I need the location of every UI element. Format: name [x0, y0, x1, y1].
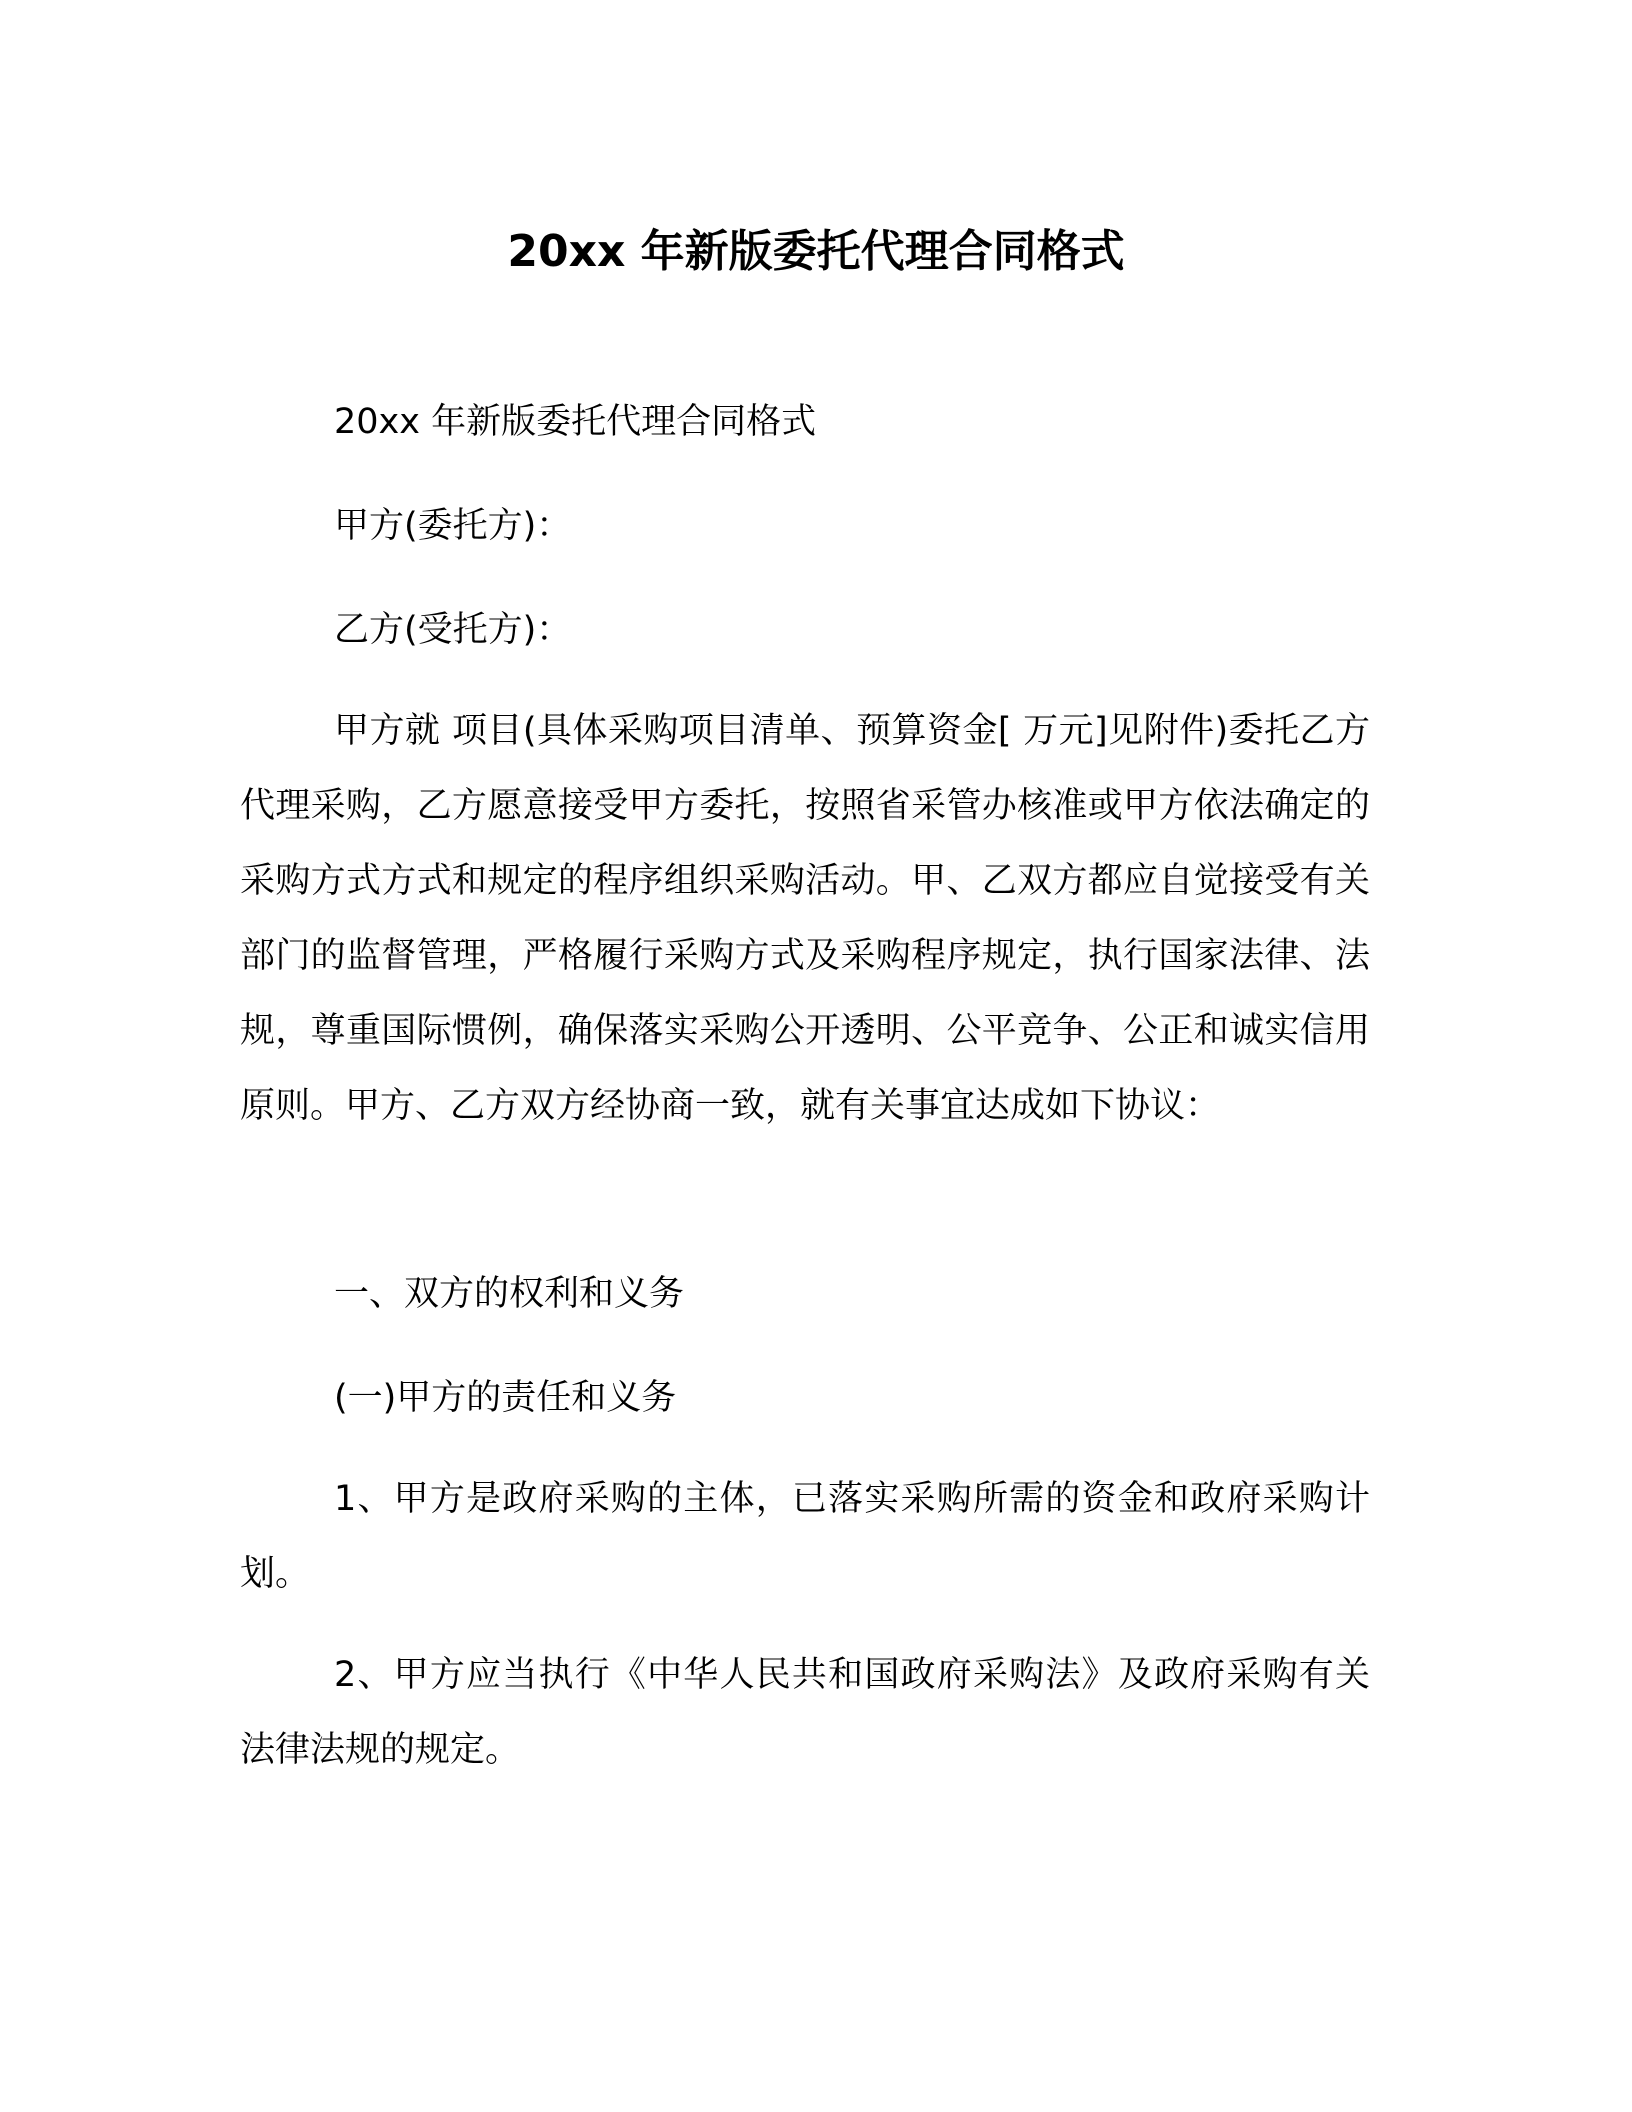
- party-a-line: 甲方(委托方)：: [334, 506, 572, 546]
- intro-paragraph: 甲方就 项目(具体采购项目清单、预算资金[ 万元]见附件)委托乙方代理采购，乙方愿意接受甲方委托，按照省采管办核准或甲方依法确定的采购方式方式和规定的程序组织采购活动。甲、乙双方都应自觉接受有关部门的监督管理，严格履行采购方式及采购程序规定，执行国家法律、法规，尊重国际惯例，确保落实采购公开透明、公平竞争、公正和诚实信用原则。甲方、乙方双方经协商一致，就有关事宜达成如下协议：: [240, 711, 1370, 1126]
- subsection-heading-party-a-duties: (一)甲方的责任和义务: [334, 1378, 677, 1418]
- document-title: 20xx 年新版委托代理合同格式: [507, 226, 1125, 277]
- section-heading-rights-obligations: 一、双方的权利和义务: [334, 1274, 685, 1314]
- party-b-line: 乙方(受托方)：: [334, 610, 572, 650]
- clause-item-2: 2、甲方应当执行《中华人民共和国政府采购法》及政府采购有关法律法规的规定。: [240, 1655, 1370, 1770]
- document-subtitle: 20xx 年新版委托代理合同格式: [334, 402, 817, 442]
- clause-item-1: 1、甲方是政府采购的主体，已落实采购所需的资金和政府采购计划。: [240, 1479, 1370, 1594]
